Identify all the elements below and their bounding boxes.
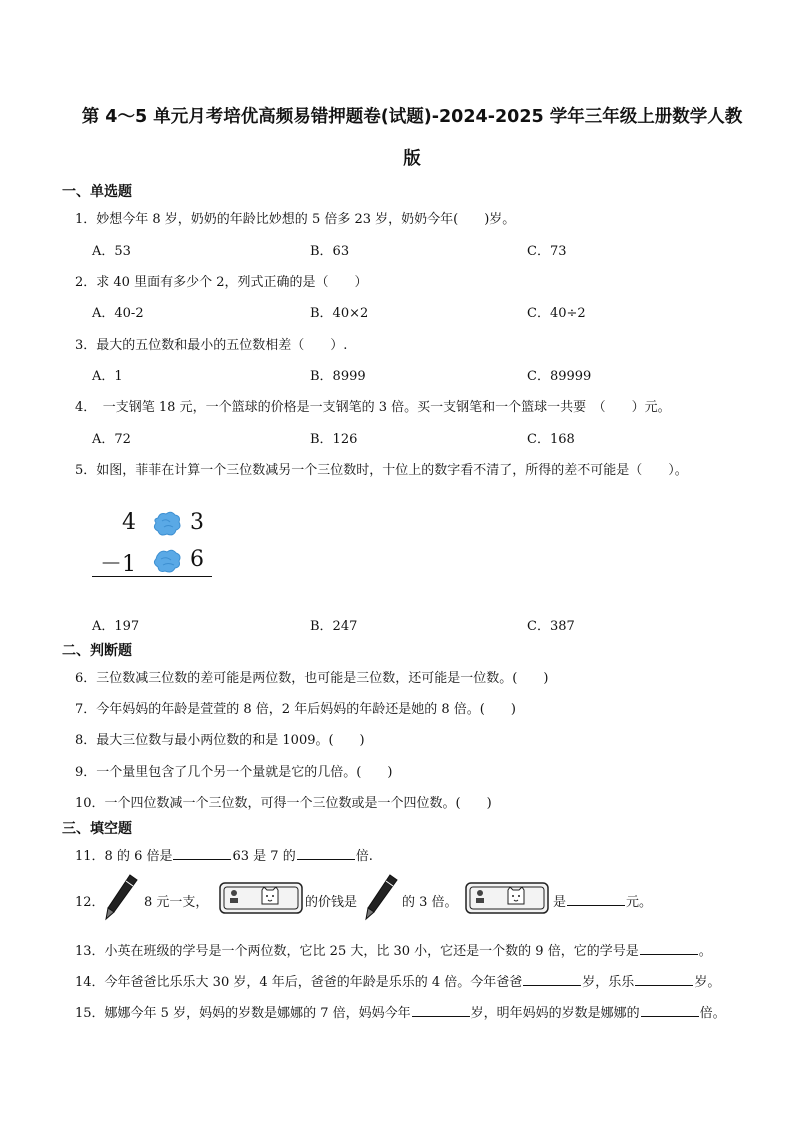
question-8: 8．最大三位数与最小两位数的和是 1009。( ) bbox=[75, 733, 365, 748]
option-1a[interactable]: A．53 bbox=[92, 244, 131, 259]
option-2a[interactable]: A．40-2 bbox=[92, 306, 144, 321]
answer-blank[interactable] bbox=[523, 974, 581, 986]
question-9: 9．一个量里包含了几个另一个量就是它的几倍。( ) bbox=[75, 765, 393, 780]
digit-minus-hundreds: －1 bbox=[100, 552, 136, 577]
page-title: 第 4～5 单元月考培优高频易错押题卷(试题)-2024-2025 学年三年级上册数学人教 bbox=[81, 107, 743, 127]
question-15: 15．娜娜今年 5 岁，妈妈的岁数是娜娜的 7 倍，妈妈今年 岁，明年妈妈的岁数是娜娜的 倍。 bbox=[75, 1006, 726, 1021]
question-3: 3．最大的五位数和最小的五位数相差（ ）. bbox=[75, 338, 348, 353]
option-4b[interactable]: B．126 bbox=[310, 432, 358, 447]
question-6: 6．三位数减三位数的差可能是两位数，也可能是三位数，还可能是一位数。( ) bbox=[75, 671, 549, 686]
option-3c[interactable]: C．89999 bbox=[527, 369, 592, 384]
smudge-icon bbox=[152, 547, 182, 575]
option-5c[interactable]: C．387 bbox=[527, 619, 575, 634]
option-3b[interactable]: B．8999 bbox=[310, 369, 366, 384]
question-11: 11．8 的 6 倍是 63 是 7 的 倍. bbox=[75, 849, 373, 864]
answer-blank[interactable] bbox=[635, 974, 693, 986]
question-10: 10．一个四位数减一个三位数，可得一个三位数或是一个四位数。( ) bbox=[75, 796, 492, 811]
answer-blank[interactable] bbox=[412, 1005, 470, 1017]
answer-blank[interactable] bbox=[173, 848, 231, 860]
pen-icon bbox=[360, 872, 400, 922]
option-4c[interactable]: C．168 bbox=[527, 432, 575, 447]
answer-blank[interactable] bbox=[567, 894, 625, 906]
answer-blank[interactable] bbox=[641, 1005, 699, 1017]
option-2c[interactable]: C．40÷2 bbox=[527, 306, 586, 321]
answer-blank[interactable] bbox=[297, 848, 355, 860]
smudge-icon bbox=[152, 510, 182, 538]
question-7: 7．今年妈妈的年龄是萱萱的 8 倍，2 年后妈妈的年龄还是她的 8 倍。( ) bbox=[75, 702, 516, 717]
digit-bottom-ones: 6 bbox=[190, 547, 204, 572]
option-5a[interactable]: A．197 bbox=[92, 619, 140, 634]
option-3a[interactable]: A．1 bbox=[92, 369, 123, 384]
option-4a[interactable]: A．72 bbox=[92, 432, 131, 447]
pencil-case-icon bbox=[464, 880, 550, 916]
digit-top-ones: 3 bbox=[190, 510, 204, 535]
question-1: 1．妙想今年 8 岁，奶奶的年龄比妙想的 5 倍多 23 岁，奶奶今年( )岁。 bbox=[75, 212, 516, 227]
page-title-continued: 版 bbox=[403, 149, 421, 169]
digit-top-hundreds: 4 bbox=[122, 510, 136, 535]
section-heading-judge: 二、判断题 bbox=[62, 643, 132, 659]
section-heading-choice: 一、单选题 bbox=[62, 184, 132, 200]
option-1b[interactable]: B．63 bbox=[310, 244, 350, 259]
sum-line bbox=[92, 576, 212, 577]
option-2b[interactable]: B．40×2 bbox=[310, 306, 369, 321]
pencil-case-icon bbox=[218, 880, 304, 916]
question-13: 13．小英在班级的学号是一个两位数，它比 25 大，比 30 小，它还是一个数的 9 倍，它的学号是 。 bbox=[75, 944, 712, 959]
answer-blank[interactable] bbox=[640, 943, 698, 955]
section-heading-fill: 三、填空题 bbox=[62, 821, 132, 837]
option-5b[interactable]: B．247 bbox=[310, 619, 358, 634]
question-14: 14．今年爸爸比乐乐大 30 岁，4 年后，爸爸的年龄是乐乐的 4 倍。今年爸爸 岁，乐乐 岁。 bbox=[75, 975, 721, 990]
question-2: 2．求 40 里面有多少个 2，列式正确的是（ ） bbox=[75, 275, 368, 290]
option-1c[interactable]: C．73 bbox=[527, 244, 567, 259]
question-4: 4． 一支钢笔 18 元，一个篮球的价格是一支钢笔的 3 倍。买一支钢笔和一个篮球一共要 （ ）元。 bbox=[75, 400, 671, 415]
pen-icon bbox=[100, 872, 140, 922]
question-5: 5．如图，菲菲在计算一个三位数减另一个三位数时，十位上的数字看不清了，所得的差不可能是（ ）。 bbox=[75, 463, 688, 478]
